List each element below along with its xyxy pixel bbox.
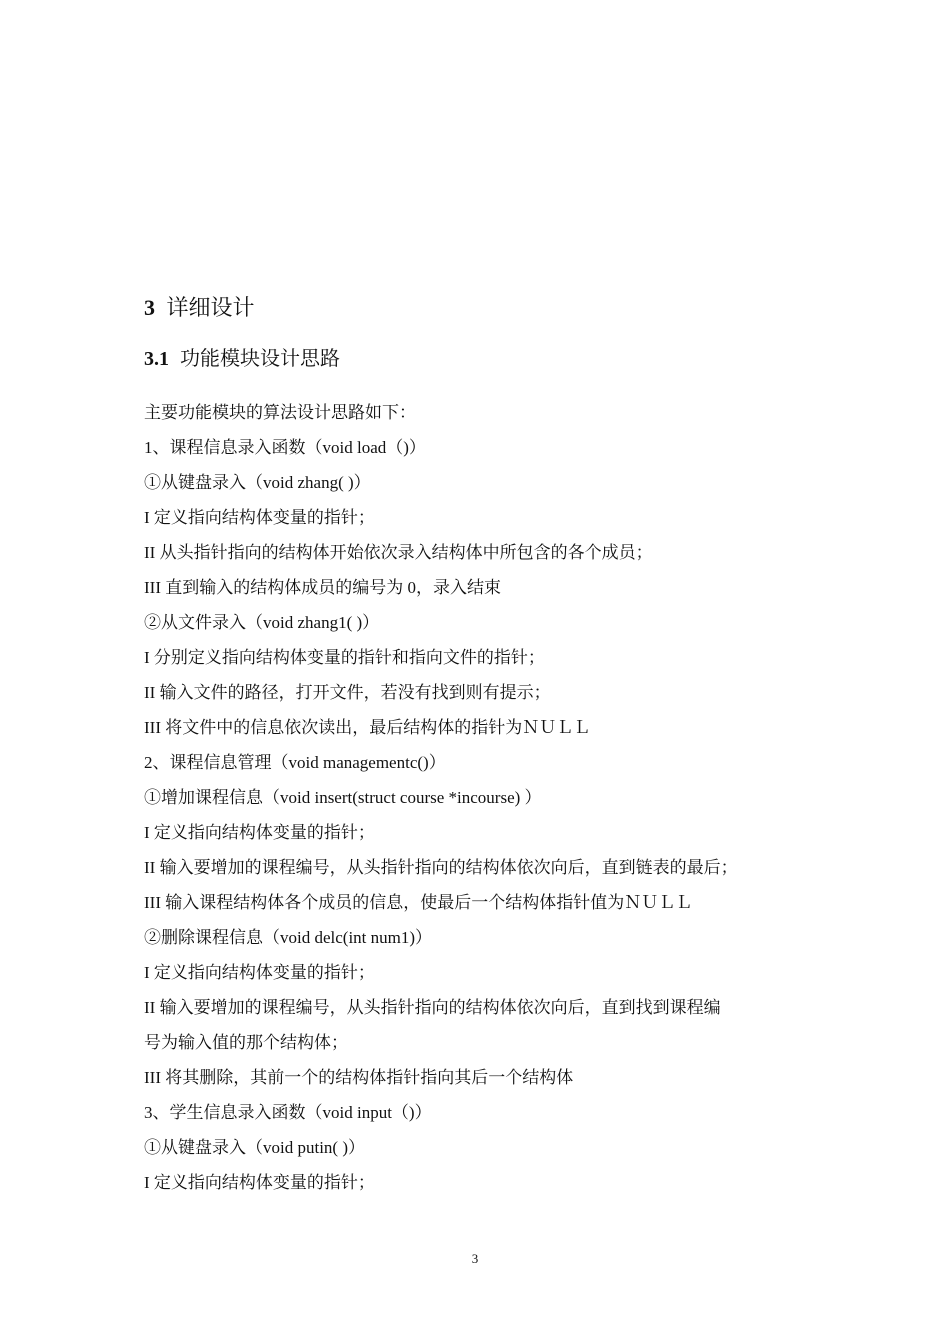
text-line: 1、课程信息录入函数（void load（)） — [144, 438, 426, 457]
text-line: III 将其删除，其前一个的结构体指针指向其后一个结构体 — [144, 1068, 574, 1087]
text-line: 3、学生信息录入函数（void input（)） — [144, 1103, 432, 1122]
text-line: ②删除课程信息（void delc(int num1)） — [144, 928, 433, 947]
text-line: 号为输入值的那个结构体； — [144, 1033, 348, 1052]
text-line: III 输入课程结构体各个成员的信息，使最后一个结构体指针值为ＮＵＬＬ — [144, 893, 693, 912]
text-line: 2、课程信息管理（void managementc()） — [144, 753, 446, 772]
text-line: II 从头指针指向的结构体开始依次录入结构体中所包含的各个成员； — [144, 543, 653, 562]
page-number: 3 — [471, 1251, 479, 1266]
text-line: II 输入要增加的课程编号，从头指针指向的结构体依次向后，直到找到课程编 — [144, 998, 721, 1017]
text-line: 主要功能模块的算法设计思路如下： — [144, 403, 416, 422]
text-line: ①增加课程信息（void insert(struct course *incourse) ） — [144, 788, 542, 807]
section-title: 详细设计 — [166, 295, 255, 320]
subsection-number: 3.1 — [144, 348, 169, 370]
section-number: 3 — [144, 295, 155, 320]
text-line: I 定义指向结构体变量的指针； — [144, 823, 375, 842]
body-text — [144, 395, 814, 1200]
text-line: ①从键盘录入（void putin( )） — [144, 1138, 365, 1157]
text-line: I 定义指向结构体变量的指针； — [144, 1173, 375, 1192]
text-line: III 直到输入的结构体成员的编号为 0，录入结束 — [144, 578, 501, 597]
text-line: II 输入要增加的课程编号，从头指针指向的结构体依次向后，直到链表的最后； — [144, 858, 738, 877]
text-line: III 将文件中的信息依次读出，最后结构体的指针为ＮＵＬＬ — [144, 718, 591, 737]
text-line: I 定义指向结构体变量的指针； — [144, 963, 375, 982]
text-line: ①从键盘录入（void zhang( )） — [144, 473, 371, 492]
section-heading — [144, 292, 255, 324]
subsection-heading — [144, 344, 340, 374]
text-line: ②从文件录入（void zhang1( )） — [144, 613, 380, 632]
text-line: I 定义指向结构体变量的指针； — [144, 508, 375, 527]
subsection-title: 功能模块设计思路 — [180, 348, 340, 370]
text-line: II 输入文件的路径，打开文件，若没有找到则有提示； — [144, 683, 551, 702]
text-line: I 分别定义指向结构体变量的指针和指向文件的指针； — [144, 648, 545, 667]
